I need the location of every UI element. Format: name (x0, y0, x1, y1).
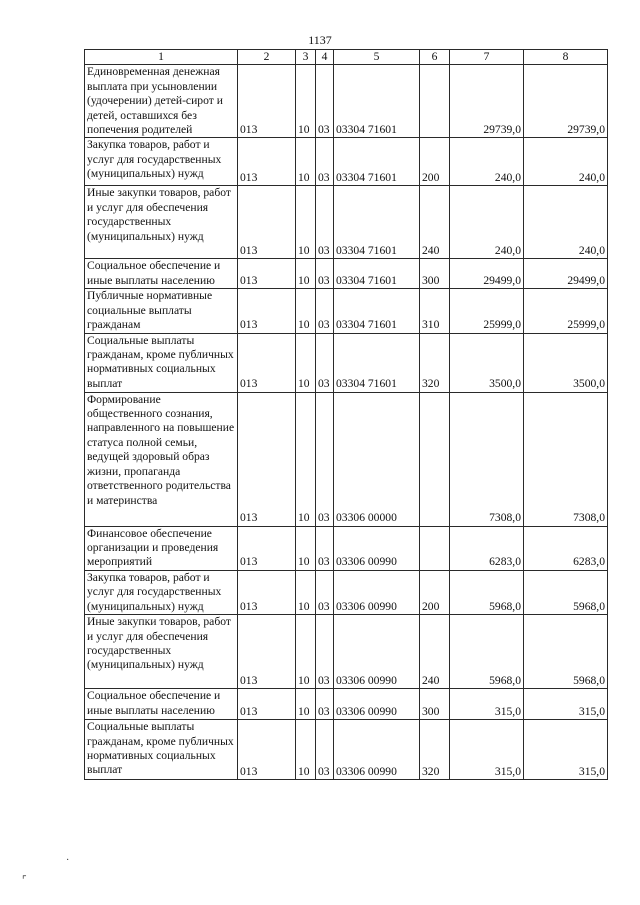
section-code-cell: 10 (296, 259, 316, 289)
subsection-code-cell: 03 (316, 615, 334, 689)
ministry-code-cell: 013 (238, 526, 296, 570)
target-article-code-cell: 03306 00990 (334, 720, 420, 780)
expense-name-cell: Единовременная денежная выплата при усыновлении (удочерении) детей-сирот и детей, оставшихся без попечения родителей (85, 65, 238, 138)
amount-col7-cell: 240,0 (450, 186, 524, 259)
amount-col8-cell: 240,0 (524, 138, 608, 186)
expense-type-code-cell: 200 (420, 138, 450, 186)
amount-col7-cell: 3500,0 (450, 333, 524, 392)
ministry-code-cell: 013 (238, 333, 296, 392)
section-code-cell: 10 (296, 65, 316, 138)
expense-name-cell: Социальное обеспечение и иные выплаты населению (85, 689, 238, 720)
expense-type-code-cell (420, 65, 450, 138)
table-row (85, 615, 608, 689)
expense-type-code-cell: 320 (420, 333, 450, 392)
amount-col8-cell: 6283,0 (524, 526, 608, 570)
budget-table (84, 49, 608, 780)
column-header-7: 7 (450, 50, 524, 65)
subsection-code-cell: 03 (316, 289, 334, 333)
column-header-4: 4 (316, 50, 334, 65)
section-code-cell: 10 (296, 392, 316, 526)
subsection-code-cell: 03 (316, 570, 334, 614)
expense-type-code-cell (420, 392, 450, 526)
expense-name-cell: Формирование общественного сознания, направленного на повышение статуса полной семьи, ведущей здоровый образ жизни, пропаганда ответственного родительства и материнства (85, 392, 238, 526)
expense-type-code-cell: 320 (420, 720, 450, 780)
table-row (85, 138, 608, 186)
amount-col7-cell: 5968,0 (450, 570, 524, 614)
table-body (85, 65, 608, 780)
amount-col7-cell: 6283,0 (450, 526, 524, 570)
expense-name-cell: Социальные выплаты гражданам, кроме публичных нормативных социальных выплат (85, 720, 238, 780)
header-row (85, 50, 608, 65)
amount-col8-cell: 315,0 (524, 720, 608, 780)
section-code-cell: 10 (296, 186, 316, 259)
section-code-cell: 10 (296, 138, 316, 186)
target-article-code-cell: 03306 00990 (334, 570, 420, 614)
amount-col7-cell: 29739,0 (450, 65, 524, 138)
amount-col7-cell: 29499,0 (450, 259, 524, 289)
expense-name-cell: Закупка товаров, работ и услуг для государственных (муниципальных) нужд (85, 138, 238, 186)
amount-col7-cell: 25999,0 (450, 289, 524, 333)
section-code-cell: 10 (296, 570, 316, 614)
table-row (85, 526, 608, 570)
subsection-code-cell: 03 (316, 65, 334, 138)
subsection-code-cell: 03 (316, 392, 334, 526)
table-row (85, 392, 608, 526)
subsection-code-cell: 03 (316, 138, 334, 186)
amount-col8-cell: 3500,0 (524, 333, 608, 392)
column-header-8: 8 (524, 50, 608, 65)
ministry-code-cell: 013 (238, 289, 296, 333)
table-row (85, 259, 608, 289)
section-code-cell: 10 (296, 526, 316, 570)
expense-type-code-cell: 240 (420, 186, 450, 259)
expense-name-cell: Закупка товаров, работ и услуг для государственных (муниципальных) нужд (85, 570, 238, 614)
target-article-code-cell: 03304 71601 (334, 289, 420, 333)
target-article-code-cell: 03304 71601 (334, 186, 420, 259)
subsection-code-cell: 03 (316, 333, 334, 392)
subsection-code-cell: 03 (316, 526, 334, 570)
amount-col8-cell: 5968,0 (524, 570, 608, 614)
expense-type-code-cell: 300 (420, 259, 450, 289)
section-code-cell: 10 (296, 615, 316, 689)
expense-name-cell: Публичные нормативные социальные выплаты гражданам (85, 289, 238, 333)
target-article-code-cell: 03306 00990 (334, 689, 420, 720)
expense-name-cell: Социальное обеспечение и иные выплаты населению (85, 259, 238, 289)
ministry-code-cell: 013 (238, 689, 296, 720)
section-code-cell: 10 (296, 689, 316, 720)
expense-name-cell: Социальные выплаты гражданам, кроме публичных нормативных социальных выплат (85, 333, 238, 392)
target-article-code-cell: 03306 00000 (334, 392, 420, 526)
column-header-1: 1 (85, 50, 238, 65)
expense-name-cell: Финансовое обеспечение организации и проведения мероприятий (85, 526, 238, 570)
table-row (85, 333, 608, 392)
expense-type-code-cell (420, 526, 450, 570)
amount-col7-cell: 5968,0 (450, 615, 524, 689)
table-row (85, 720, 608, 780)
ministry-code-cell: 013 (238, 138, 296, 186)
expense-type-code-cell: 310 (420, 289, 450, 333)
scan-artifact: ⌜ (22, 875, 27, 886)
ministry-code-cell: 013 (238, 186, 296, 259)
amount-col7-cell: 315,0 (450, 689, 524, 720)
amount-col8-cell: 5968,0 (524, 615, 608, 689)
subsection-code-cell: 03 (316, 259, 334, 289)
column-header-3: 3 (296, 50, 316, 65)
target-article-code-cell: 03306 00990 (334, 526, 420, 570)
table-row (85, 186, 608, 259)
amount-col7-cell: 240,0 (450, 138, 524, 186)
expense-type-code-cell: 300 (420, 689, 450, 720)
section-code-cell: 10 (296, 333, 316, 392)
subsection-code-cell: 03 (316, 689, 334, 720)
target-article-code-cell: 03304 71601 (334, 65, 420, 138)
column-header-2: 2 (238, 50, 296, 65)
amount-col8-cell: 29499,0 (524, 259, 608, 289)
table-header (85, 50, 608, 65)
target-article-code-cell: 03304 71601 (334, 138, 420, 186)
table-row (85, 65, 608, 138)
expense-type-code-cell: 200 (420, 570, 450, 614)
expense-type-code-cell: 240 (420, 615, 450, 689)
amount-col8-cell: 240,0 (524, 186, 608, 259)
expense-name-cell: Иные закупки товаров, работ и услуг для обеспечения государственных (муниципальных) нужд (85, 186, 238, 259)
section-code-cell: 10 (296, 720, 316, 780)
target-article-code-cell: 03304 71601 (334, 259, 420, 289)
table-row (85, 689, 608, 720)
ministry-code-cell: 013 (238, 392, 296, 526)
table-row (85, 289, 608, 333)
ministry-code-cell: 013 (238, 570, 296, 614)
ministry-code-cell: 013 (238, 65, 296, 138)
ministry-code-cell: 013 (238, 615, 296, 689)
amount-col8-cell: 315,0 (524, 689, 608, 720)
amount-col8-cell: 7308,0 (524, 392, 608, 526)
table-row (85, 570, 608, 614)
page-number: 1137 (308, 33, 332, 47)
amount-col7-cell: 7308,0 (450, 392, 524, 526)
ministry-code-cell: 013 (238, 259, 296, 289)
expense-name-cell: Иные закупки товаров, работ и услуг для обеспечения государственных (муниципальных) нужд (85, 615, 238, 689)
column-header-5: 5 (334, 50, 420, 65)
amount-col8-cell: 25999,0 (524, 289, 608, 333)
ministry-code-cell: 013 (238, 720, 296, 780)
section-code-cell: 10 (296, 289, 316, 333)
target-article-code-cell: 03306 00990 (334, 615, 420, 689)
scan-artifact: · (66, 855, 70, 866)
subsection-code-cell: 03 (316, 720, 334, 780)
column-header-6: 6 (420, 50, 450, 65)
amount-col8-cell: 29739,0 (524, 65, 608, 138)
subsection-code-cell: 03 (316, 186, 334, 259)
amount-col7-cell: 315,0 (450, 720, 524, 780)
target-article-code-cell: 03304 71601 (334, 333, 420, 392)
